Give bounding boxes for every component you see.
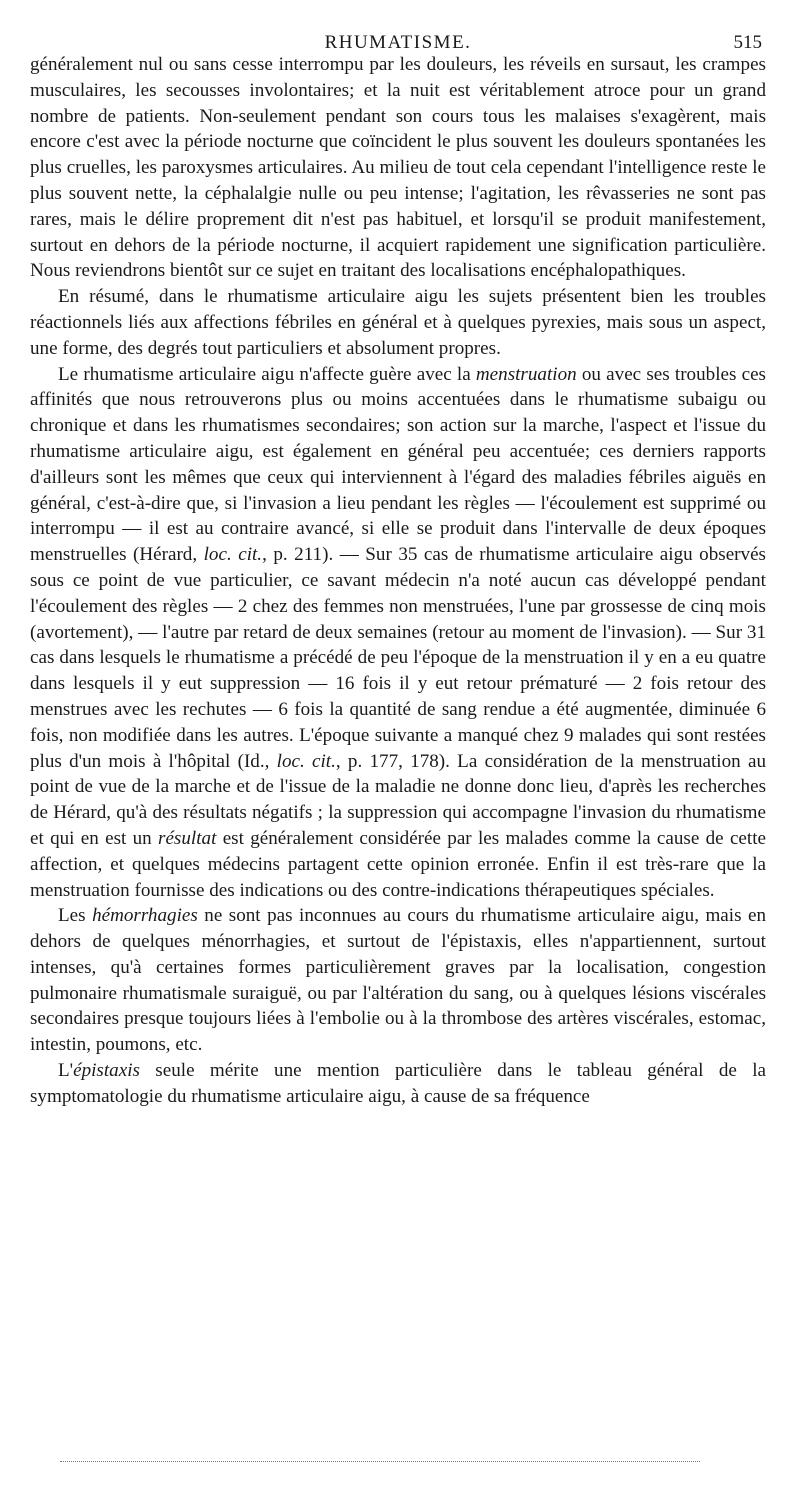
paragraph <box>30 284 766 361</box>
paragraph <box>30 52 766 284</box>
text-run: En résumé, dans le rhumatisme articulaire aigu les sujets présentent bien les troubles réactionnels liés aux affections fébriles en général et à quelques pyrexies, mais sous un aspect, une forme, des degrés tout particuliers et absolument propres. <box>30 286 766 359</box>
italic-term: loc. cit. <box>203 544 263 566</box>
body-text <box>30 52 766 1110</box>
running-title: RHUMATISME. <box>324 32 472 53</box>
text-run: , p. 211). — Sur 35 cas de rhumatisme articulaire aigu observés sous ce point de vue particulier, ce savant médecin n'a noté aucun cas développé pendant l'écoulement des règles — 2 chez des femmes non menstruées, l'une par grossesse de cinq mois (avortement), — l'autre par retard de deux semaines (retour au moment de l'invasion). — Sur 31 cas dans lesquels le rhumatisme a précédé de peu l'époque de la menstruation il y en a eu quatre dans lesquels il y eut suppression — 16 fois il y eut retour prématuré — 2 fois retour des menstrues avec les rechutes — 6 fois la quantité de sang rendue a été augmentée, diminuée 6 fois, non modifiée dans les autres. L'époque suivante a manqué chez 9 malades qui sont restées plus d'un mois à l'hôpital (Id., <box>30 544 766 772</box>
italic-term: menstruation <box>475 363 577 385</box>
text-run: Les <box>58 905 93 927</box>
paragraph <box>30 1058 766 1110</box>
italic-term: hémorrhagies <box>92 905 198 927</box>
italic-term: loc. cit. <box>276 750 336 772</box>
text-run: généralement nul ou sans cesse interrompu par les douleurs, les réveils en sursaut, les crampes musculaires, les secousses involontaires; et la nuit est véritablement atroce pour un grand nombre de patients. Non-seulement pendant son cours tous les malaises s'exagèrent, mais encore c'est avec la période nocturne que coïncident le plus souvent les douleurs spontanées les plus cruelles, les paroxysmes articulaires. Au milieu de tout cela cependant l'intelligence reste le plus souvent nette, la céphalalgie nulle ou peu intense; l'agitation, les rêvasseries ne sont pas rares, mais le délire proprement dit n'est pas habituel, et lorsqu'il se produit manifestement, surtout en dehors de la période nocturne, il acquiert rapidement une signification particulière. Nous reviendrons bientôt sur ce sujet en traitant des localisations encéphalopathiques. <box>30 54 766 282</box>
paragraph <box>30 903 766 1058</box>
text-run: seule mérite une mention particulière dans le tableau général de la symptomatologie du rhumatisme articulaire aigu, à cause de sa fréquence <box>30 1060 766 1107</box>
text-run: L' <box>58 1060 74 1082</box>
page-header <box>30 0 766 52</box>
italic-term: résultat <box>158 827 217 849</box>
page <box>30 0 766 1110</box>
text-run: , p. 177, 178). La considération de la menstruation au point de vue de la marche et de l'issue de la maladie ne donne donc lieu, d'après les recherches de Hérard, qu'à des résultats négatifs ; la suppression qui accompagne l'invasion du rhumatisme et qui en est un <box>30 750 766 849</box>
page-number: 515 <box>733 32 762 53</box>
text-run: ne sont pas inconnues au cours du rhumatisme articulaire aigu, mais en dehors de quelques ménorrhagies, et surtout de l'épistaxis, elles n'appartiennent, surtout intenses, qu'à certaines formes particulièrement graves par la localisation, congestion pulmonaire rhumatismale suraiguë, ou par l'altération du sang, ou à quelques lésions viscérales secondaires presque toujours liées à l'embolie ou à la thrombose des artères viscérales, estomac, intestin, poumons, etc. <box>30 905 767 1056</box>
text-run: est généralement considérée par les malades comme la cause de cette affection, et quelques médecins partagent cette opinion erronée. Enfin il est très-rare que la menstruation fournisse des indications ou des contre-indications thérapeutiques spéciales. <box>30 827 766 901</box>
footer-rule <box>60 1461 700 1462</box>
paragraph <box>30 362 766 904</box>
text-run: Le rhumatisme articulaire aigu n'affecte guère avec la <box>58 363 476 385</box>
text-run: ou avec ses troubles ces affinités que nous retrouverons plus ou moins accentuées dans le rhumatisme subaigu ou chronique et dans les rhumatismes secondaires; son action sur la marche, l'aspect et l'issue du rhumatisme articulaire aigu, est également en général peu accentuée; ces derniers rapports d'ailleurs sont les mêmes que ceux qui interviennent à l'égard des maladies fébriles aiguës en général, c'est-à-dire que, si l'invasion a lieu pendant les règles — l'écoulement est supprimé ou interrompu — il est au contraire avancé, si elle se produit dans l'intervalle de deux époques menstruelles (Hérard, <box>30 363 766 566</box>
italic-term: épistaxis <box>73 1060 140 1082</box>
